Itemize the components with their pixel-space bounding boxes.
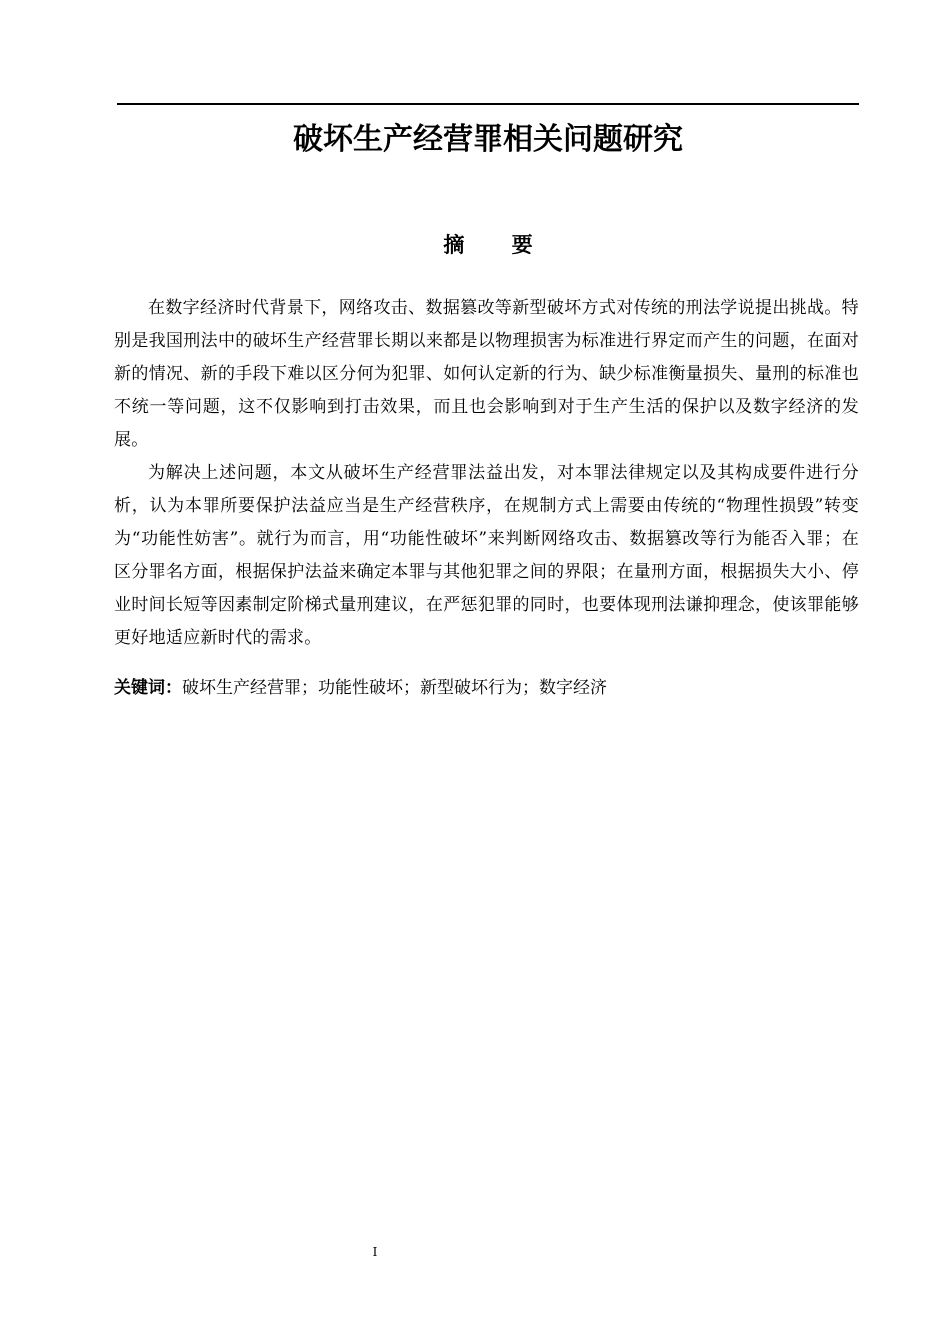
abstract-paragraph-2: 为解决上述问题，本文从破坏生产经营罪法益出发，对本罪法律规定以及其构成要件进行分析，认为本罪所要保护法益应当是生产经营秩序，在规制方式上需要由传统的“物理性损毁”转变为“功能性妨害”。就行为而言，用“功能性破坏”来判断网络攻击、数据篡改等行为能否入罪；在区分罪名方面，根据保护法益来确定本罪与其他犯罪之间的界限；在量刑方面，根据损失大小、停业时间长短等因素制定阶梯式量刑建议，在严惩犯罪的同时，也要体现刑法谦抑理念，使该罪能够更好地适应新时代的需求。 (114, 463, 859, 648)
keywords-line (114, 673, 859, 703)
abstract-body (114, 292, 859, 655)
abstract-paragraph-1: 在数字经济时代背景下，网络攻击、数据篡改等新型破坏方式对传统的刑法学说提出挑战。特别是我国刑法中的破坏生产经营罪长期以来都是以物理损害为标准进行界定而产生的问题，在面对新的情况、新的手段下难以区分何为犯罪、如何认定新的行为、缺少标准衡量损失、量刑的标准也不统一等问题，这不仅影响到打击效果，而且也会影响到对于生产生活的保护以及数字经济的发展。 (114, 298, 859, 450)
abstract-heading: 摘 要 (443, 233, 553, 257)
keywords-text: 破坏生产经营罪；功能性破坏；新型破坏行为；数字经济 (182, 678, 607, 698)
page-number: I (372, 1245, 378, 1259)
keywords-label: 关键词： (114, 678, 182, 698)
document-title: 破坏生产经营罪相关问题研究 (293, 122, 683, 157)
header-rule (117, 103, 859, 105)
